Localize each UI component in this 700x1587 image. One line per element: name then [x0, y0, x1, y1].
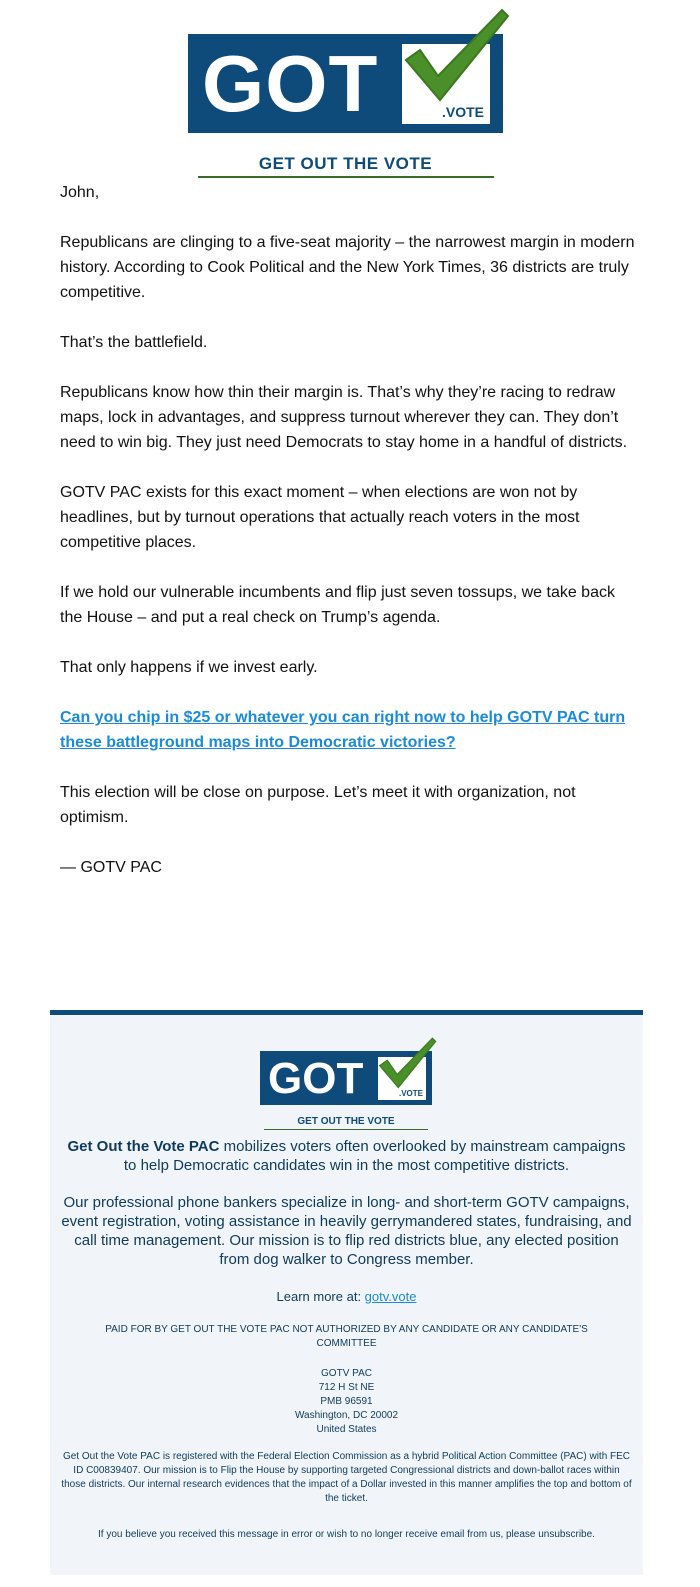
unsubscribe-notice[interactable]: If you believe you received this message in error or wish to no longer receive email from us, please unsubscribe.: [98, 1529, 595, 1540]
footer-logo-word: GOT: [268, 1054, 364, 1103]
signoff: — GOTV PAC: [60, 859, 162, 876]
logo-tagline: GET OUT THE VOTE: [258, 154, 433, 173]
footer-checkmark-icon: [375, 1037, 437, 1092]
learn-more-label: Learn more at:: [276, 1289, 365, 1304]
fec-disclaimer: Get Out the Vote PAC is registered with the Federal Election Commission as a hybrid Political Action Committee (PAC) with FEC ID C00839407. Our mission is to Flip the House by supporting targeted Congressional districts and down-ballot races within those districts. Our internal research evidences that the impact of a Dollar invested in this manner amplifies the top and bottom of the ticket.: [61, 1451, 632, 1504]
website-link[interactable]: gotv.vote: [364, 1289, 417, 1304]
footer-logo-domain: .VOTE: [398, 1089, 423, 1098]
address-line1: 712 H St NE: [318, 1382, 375, 1393]
footer-about: [60, 1137, 633, 1175]
paragraph: Republicans are clinging to a five-seat majority – the narrowest margin in modern history. According to Cook Political and the New York Times, 36 districts are truly competitive.: [60, 234, 635, 301]
footer-logo: [260, 1037, 440, 1127]
footer-mission: Our professional phone bankers specialize in long- and short-term GOTV campaigns, event registration, voting assistance in heavily gerrymandered states, fundraising, and call time management. Our mission is to flip red districts blue, any elected position from dog walker to Congress member.: [61, 1194, 632, 1268]
address-line2: PMB 96591: [320, 1396, 373, 1407]
footer-logo-tagline: GET OUT THE VOTE: [297, 1116, 395, 1127]
paragraph: That’s the battlefield.: [60, 334, 208, 351]
mailing-address: [60, 1367, 633, 1437]
logo-word: GOT: [202, 39, 379, 128]
paragraph: That only happens if we invest early.: [60, 659, 318, 676]
paid-for-disclaimer: PAID FOR BY GET OUT THE VOTE PAC NOT AUTHORIZED BY ANY CANDIDATE OR ANY CANDIDATE'S COMMITTEE: [105, 1324, 588, 1349]
footer-logo-underline: [264, 1129, 428, 1130]
paragraph: Republicans know how thin their margin is. That’s why they’re racing to redraw maps, lock in advantages, and suppress turnout wherever they can. They don’t need to win big. They just need Democrats to stay home in a handful of districts.: [60, 384, 628, 451]
address-name: GOTV PAC: [321, 1368, 372, 1379]
donate-link[interactable]: Can you chip in $25 or whatever you can right now to help GOTV PAC turn these battleground maps into Democratic victories?: [60, 709, 626, 751]
greeting: John,: [60, 184, 100, 201]
paragraph: This election will be close on purpose. Let’s meet it with organization, not optimism.: [60, 784, 576, 826]
email-footer: [50, 1010, 643, 1575]
about-text: mobilizes voters often overlooked by mainstream campaigns to help Democratic candidates win in the most competitive districts.: [123, 1138, 626, 1174]
logo-domain: .VOTE: [441, 104, 484, 120]
checkmark-icon: [398, 8, 510, 108]
donate-cta: [60, 705, 640, 755]
address-city: Washington, DC 20002: [294, 1410, 399, 1421]
gotv-logo: [188, 8, 508, 173]
address-country: United States: [316, 1424, 377, 1435]
logo-underline: [198, 176, 494, 178]
paragraph: If we hold our vulnerable incumbents and flip just seven tossups, we take back the House – and put a real check on Trump’s agenda.: [60, 584, 615, 626]
learn-more: [60, 1288, 633, 1305]
paragraph: GOTV PAC exists for this exact moment – when elections are won not by headlines, but by turnout operations that actually reach voters in the most competitive places.: [60, 484, 580, 551]
org-name: Get Out the Vote PAC: [67, 1138, 220, 1155]
email-body: [60, 180, 640, 905]
